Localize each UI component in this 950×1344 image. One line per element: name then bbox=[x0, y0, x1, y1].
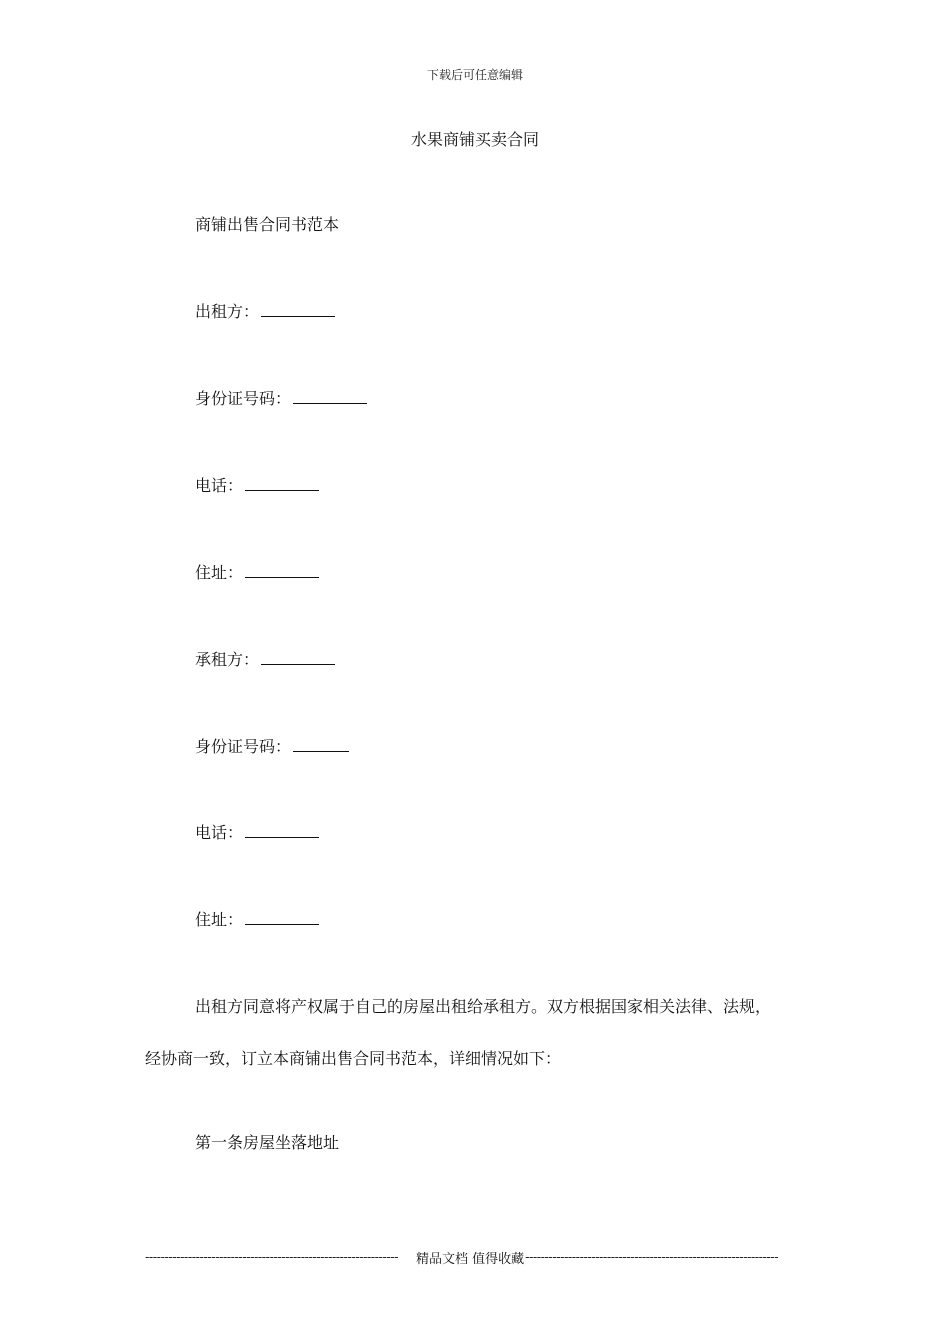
document-title: 水果商铺买卖合同 bbox=[410, 130, 539, 149]
lessor-phone-field bbox=[195, 473, 319, 496]
footer-left-dashes: ----------------------------------------------------------------- bbox=[145, 1250, 399, 1265]
lessee-address-field bbox=[195, 907, 319, 930]
lessee-id-blank bbox=[293, 737, 349, 752]
lessee-name-blank bbox=[261, 650, 335, 665]
lessee-address-label: 住址： bbox=[195, 910, 244, 929]
document-subtitle: 商铺出售合同书范本 bbox=[195, 215, 340, 234]
lessor-id-label: 身份证号码： bbox=[195, 389, 292, 408]
header-note: 下载后可任意编辑 bbox=[426, 68, 523, 82]
intro-paragraph-line1: 出租方同意将产权属于自己的房屋出租给承租方。双方根据国家相关法律、法规， bbox=[195, 997, 772, 1016]
lessor-phone-blank bbox=[245, 476, 319, 491]
lessor-name-field bbox=[195, 299, 335, 322]
lessor-id-blank bbox=[293, 389, 367, 404]
intro-paragraph-line2: 经协商一致，订立本商铺出售合同书范本，详细情况如下： bbox=[145, 1049, 562, 1068]
lessee-phone-label: 电话： bbox=[195, 823, 244, 842]
lessor-id-field bbox=[195, 386, 367, 409]
lessee-name-label: 承租方： bbox=[195, 650, 260, 669]
lessee-name-field bbox=[195, 647, 335, 670]
article-1-heading: 第一条房屋坐落地址 bbox=[195, 1133, 340, 1152]
lessor-name-label: 出租方： bbox=[195, 302, 260, 321]
page-footer bbox=[145, 1248, 795, 1267]
lessor-address-blank bbox=[245, 563, 319, 578]
footer-right-dashes: ----------------------------------------------------------------- bbox=[525, 1250, 779, 1265]
lessor-address-label: 住址： bbox=[195, 563, 244, 582]
lessee-id-field bbox=[195, 734, 349, 757]
lessee-address-blank bbox=[245, 910, 319, 925]
lessee-phone-blank bbox=[245, 823, 319, 838]
lessor-name-blank bbox=[261, 302, 335, 317]
footer-text: 精品文档 值得收藏 bbox=[415, 1252, 525, 1267]
lessor-address-field bbox=[195, 560, 319, 583]
lessor-phone-label: 电话： bbox=[195, 476, 244, 495]
lessee-id-label: 身份证号码： bbox=[195, 737, 292, 756]
lessee-phone-field bbox=[195, 820, 319, 843]
